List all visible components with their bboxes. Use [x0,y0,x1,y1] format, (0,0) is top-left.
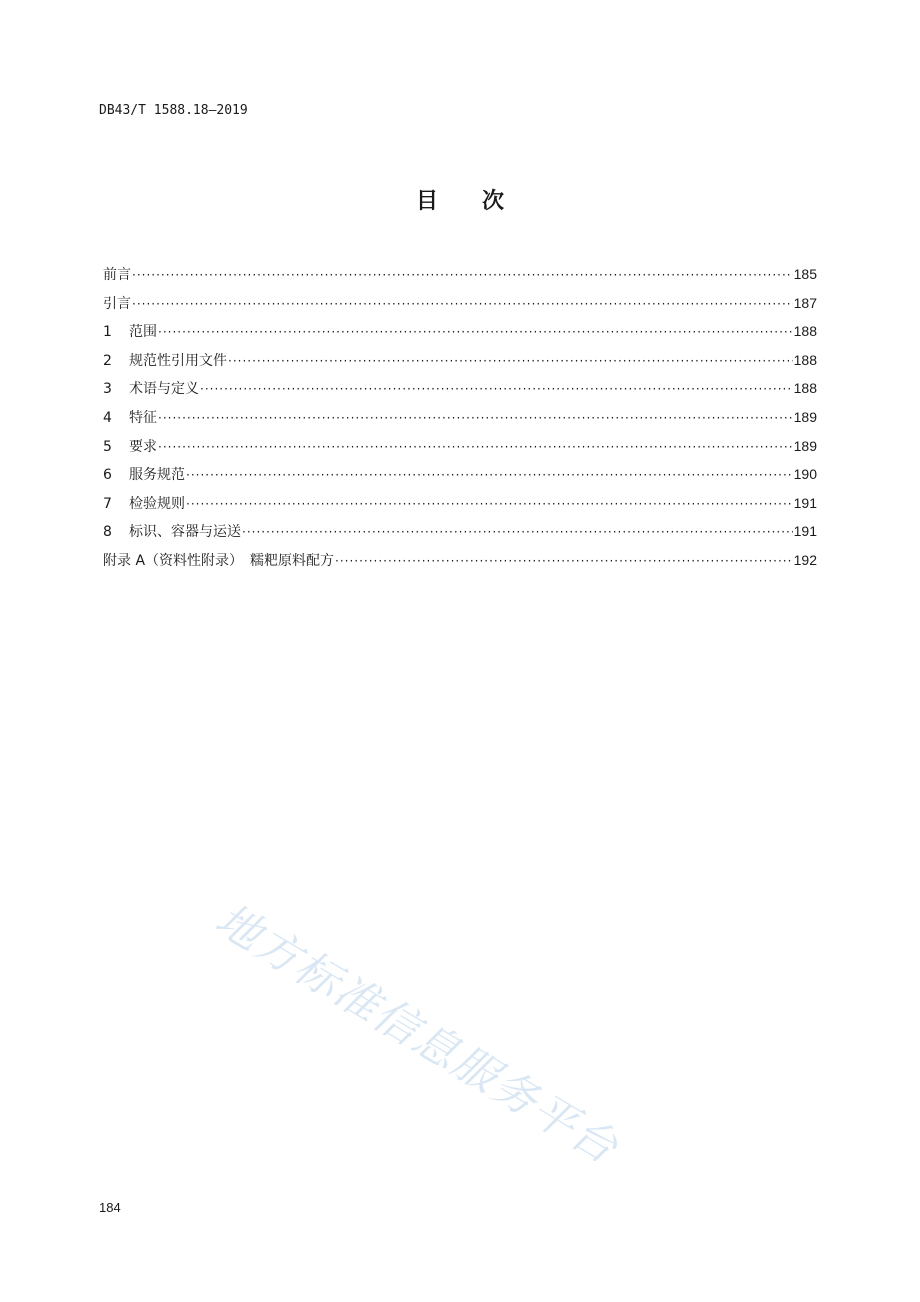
toc-entry-page: 188 [793,323,817,340]
toc-leader-dots [132,265,793,285]
toc-entry-number: 4 [103,409,112,426]
toc-leader-dots [242,522,793,542]
toc-leader-dots [158,322,793,342]
toc-leader-dots [335,551,793,571]
toc-entry-foreword[interactable] [103,264,817,293]
toc-entry-label: 标识、容器与运送 [129,524,241,541]
toc-entry-page: 188 [793,380,817,397]
toc-entry-number: 3 [103,381,112,398]
toc-leader-dots [200,379,793,399]
toc-entry-characteristics[interactable] [103,407,817,436]
toc-entry-page: 190 [793,466,817,483]
toc-entry-number: 1 [103,324,112,341]
toc-leader-dots [132,294,793,314]
toc-entry-inspection-rules[interactable] [103,493,817,522]
toc-entry-label: 范围 [129,324,157,341]
toc-entry-page: 187 [793,294,817,311]
page-number: 184 [99,1200,121,1215]
toc-entry-label: 术语与定义 [129,381,199,398]
toc-title: 目 次 [415,189,504,214]
toc-entry-introduction[interactable] [103,293,817,322]
toc-entry-label: 前言 [103,267,131,283]
toc-entry-page: 189 [793,408,817,425]
toc-list [103,264,817,579]
toc-entry-page: 191 [793,494,817,511]
toc-entry-terms-definitions[interactable] [103,378,817,407]
toc-leader-dots [186,494,793,514]
toc-leader-dots [158,437,793,457]
toc-entry-label: 引言 [103,295,131,312]
toc-entry-label: 检验规则 [129,495,185,512]
toc-entry-label: 要求 [129,438,157,455]
toc-entry-service-specification[interactable] [103,464,817,493]
toc-entry-number: 2 [103,352,112,369]
toc-entry-number: 8 [103,524,112,541]
watermark-text: 地方标准信息服务平台 [206,893,628,1175]
toc-entry-page: 191 [793,523,817,540]
toc-leader-dots [158,408,793,428]
toc-entry-number: 7 [103,495,112,512]
toc-entry-page: 188 [793,351,817,368]
toc-entry-normative-references[interactable] [103,350,817,379]
toc-leader-dots [186,465,793,485]
toc-entry-label: 附录 A（资料性附录） 糯粑原料配方 [103,552,335,569]
toc-entry-marking-containers-transport[interactable] [103,521,817,550]
toc-leader-dots [228,351,793,371]
toc-entry-requirements[interactable] [103,436,817,465]
doc-code: DB43/T 1588.18—2019 [99,103,248,118]
toc-entry-label: 特征 [129,409,157,426]
toc-entry-page: 189 [793,437,817,454]
toc-entry-appendix-a[interactable] [103,550,817,579]
toc-entry-label: 规范性引用文件 [129,352,227,369]
toc-entry-page: 192 [793,551,817,568]
toc-entry-number: 5 [103,438,112,455]
toc-entry-label: 服务规范 [129,467,185,484]
toc-entry-scope[interactable] [103,321,817,350]
toc-entry-number: 6 [103,467,112,484]
toc-entry-page: 185 [793,266,817,282]
